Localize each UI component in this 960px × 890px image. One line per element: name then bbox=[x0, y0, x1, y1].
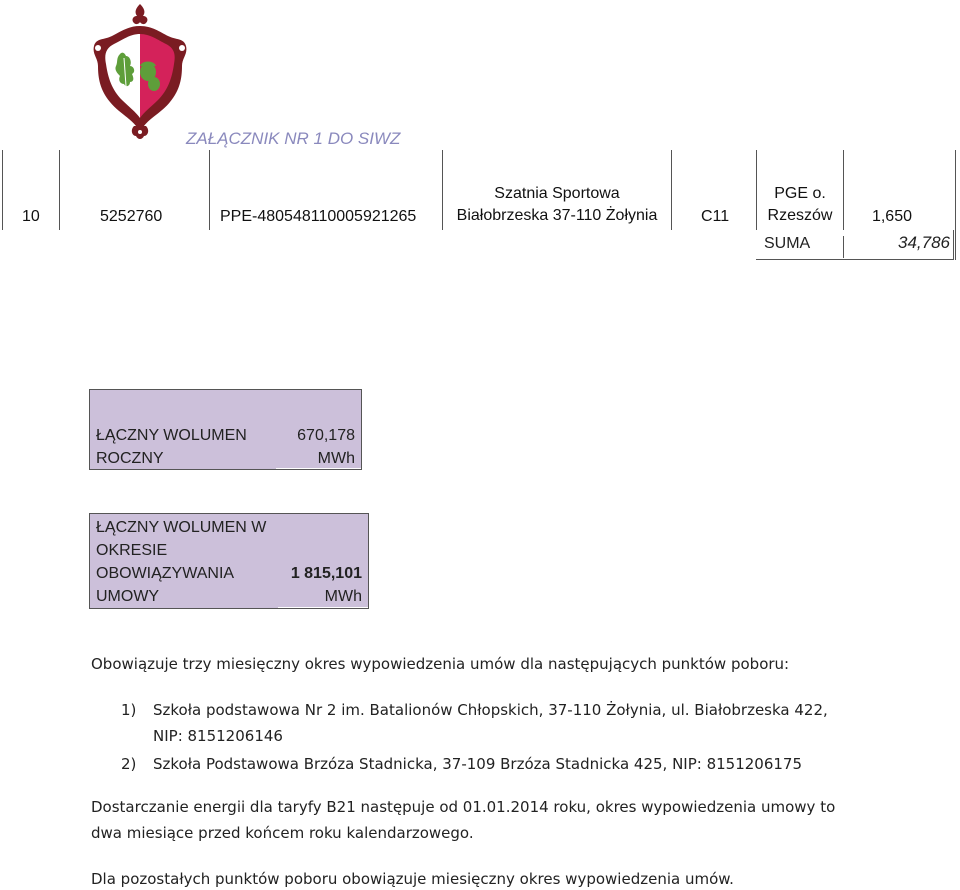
sum-label: SUMA bbox=[764, 235, 811, 252]
column-divider bbox=[209, 150, 210, 230]
annual-volume-label bbox=[96, 424, 247, 470]
list-item-number: 2) bbox=[121, 755, 137, 773]
list-item-1-line1: Szkoła podstawowa Nr 2 im. Batalionów Chłopskich, 37-110 Żołynia, ul. Białobrzeska 422, bbox=[153, 701, 828, 719]
cell-osd-line1: PGE o. bbox=[774, 185, 826, 202]
column-divider bbox=[955, 150, 956, 260]
notice-intro: Obowiązuje trzy miesięczny okres wypowiedzenia umów dla następujących punktów poboru: bbox=[91, 655, 790, 673]
annual-volume-value-line2: MWh bbox=[317, 450, 355, 467]
cell-volume: 1,650 bbox=[871, 208, 912, 225]
cell-name-line1: Szatnia Sportowa bbox=[494, 185, 620, 202]
cell-name bbox=[443, 183, 671, 227]
column-divider bbox=[843, 150, 844, 230]
coat-of-arms-icon bbox=[90, 2, 190, 142]
tariff-note-line1: Dostarczanie energii dla taryfy B21 następuje od 01.01.2014 roku, okres wypowiedzenia umowy to bbox=[91, 798, 836, 816]
contract-volume-label-line2: OKRESIE bbox=[96, 542, 168, 559]
annual-volume-label-line1: ŁĄCZNY WOLUMEN bbox=[96, 427, 247, 444]
others-note: Dla pozostałych punktów poboru obowiązuje miesięczny okres wypowiedzenia umów. bbox=[91, 870, 734, 888]
sum-divider bbox=[843, 236, 844, 258]
cell-ppe: PPE-480548110005921265 bbox=[220, 208, 417, 225]
cell-tariff: C11 bbox=[701, 208, 730, 225]
contract-volume-label-line4: UMOWY bbox=[96, 588, 160, 605]
cell-lp: 10 bbox=[22, 208, 40, 225]
contract-volume-value-line2: MWh bbox=[324, 588, 362, 605]
list-item-2-line1: Szkoła Podstawowa Brzóza Stadnicka, 37-109 Brzóza Stadnicka 425, NIP: 8151206175 bbox=[153, 755, 803, 773]
cell-number: 5252760 bbox=[100, 208, 163, 225]
annual-volume-value bbox=[297, 424, 355, 470]
contract-volume-value-line1: 1 815,101 bbox=[290, 565, 362, 582]
annual-volume-box bbox=[89, 389, 362, 470]
list-item-number: 1) bbox=[121, 701, 137, 719]
annual-volume-value-line1: 670,178 bbox=[297, 427, 355, 444]
annual-volume-label-line2: ROCZNY bbox=[96, 450, 164, 467]
cell-name-line2: Białobrzeska 37-110 Żołynia bbox=[456, 207, 658, 224]
column-divider bbox=[2, 150, 3, 230]
contract-volume-value bbox=[291, 562, 362, 608]
cell-osd-line2: Rzeszów bbox=[767, 207, 833, 224]
column-divider bbox=[59, 150, 60, 230]
contract-volume-label-line3: OBOWIĄZYWANIA bbox=[96, 565, 235, 582]
contract-volume-box bbox=[89, 513, 369, 609]
list-item-1-line2: NIP: 8151206146 bbox=[153, 727, 283, 745]
contract-volume-label-line1: ŁĄCZNY WOLUMEN W bbox=[96, 519, 267, 536]
contract-volume-label bbox=[96, 516, 266, 608]
sum-value: 34,786 bbox=[898, 233, 950, 252]
attachment-title: ZAŁĄCZNIK NR 1 DO SIWZ bbox=[186, 129, 401, 148]
cell-osd bbox=[757, 183, 843, 227]
column-divider bbox=[671, 150, 672, 230]
tariff-note-line2: dwa miesiące przed końcem roku kalendarzowego. bbox=[91, 824, 474, 842]
